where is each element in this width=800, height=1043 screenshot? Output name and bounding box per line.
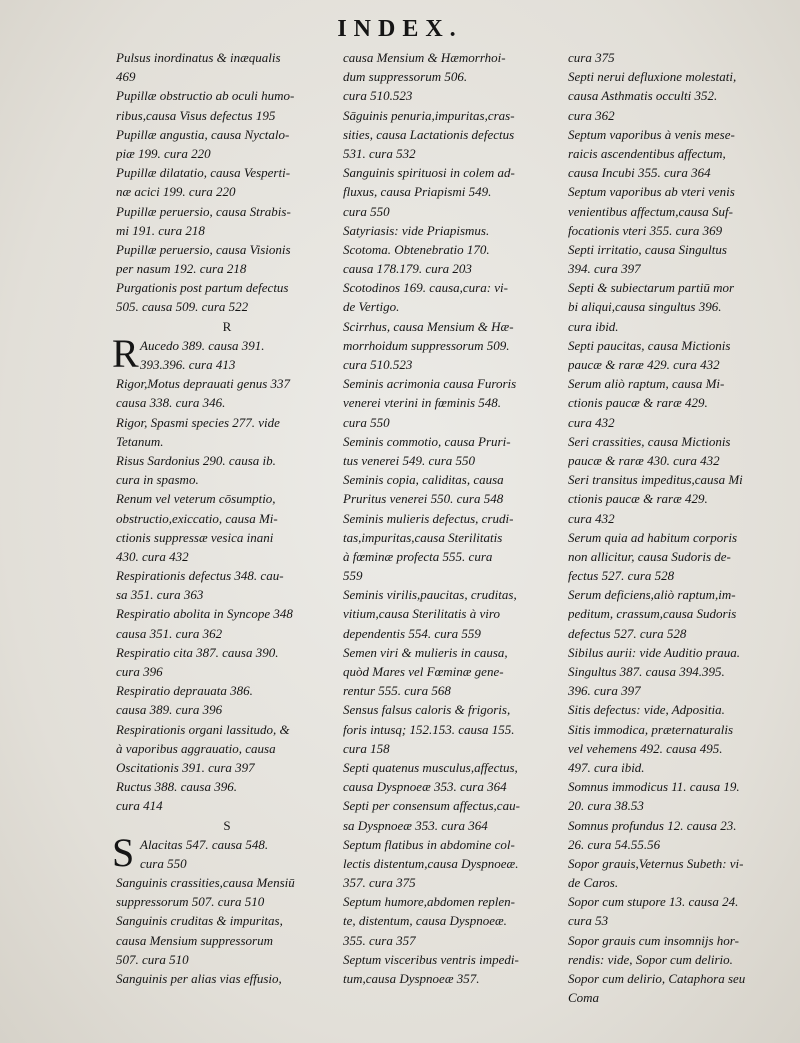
index-line: Sopor grauis cum insomnijs hor- — [568, 932, 739, 948]
index-line: mi 191. cura 218 — [116, 222, 205, 238]
index-line: non allicitur, causa Sudoris de- — [568, 548, 731, 564]
index-line: Pulsus inordinatus & inæqualis — [116, 50, 281, 65]
index-column-3 — [568, 48, 790, 1007]
index-line: cura 53 — [568, 913, 609, 929]
index-line: 393.396. cura 413 — [140, 357, 236, 372]
index-line: Sanguinis crassities,causa Mensiū — [116, 875, 295, 891]
index-line: Septi irritatio, causa Singultus — [568, 241, 727, 257]
index-line: Respiratio cita 387. causa 390. — [116, 644, 279, 660]
index-line: peditum, crassum,causa Sudoris — [568, 606, 737, 622]
index-line: Somnus profundus 12. causa 23. — [568, 817, 737, 833]
section-letter: S — [223, 817, 231, 833]
index-line: Seminis commotio, causa Pruri- — [343, 433, 511, 449]
index-line: cura 550 — [343, 414, 390, 430]
index-line: de Vertigo. — [343, 299, 400, 315]
page-header: INDEX. — [337, 16, 463, 42]
index-line: Septum vaporibus à venis mese- — [568, 126, 735, 142]
index-line: 497. cura ibid. — [568, 759, 645, 775]
index-line: Sanguinis per alias vias effusio, — [116, 971, 282, 986]
index-line: Respiratio deprauata 386. — [116, 683, 253, 699]
index-line: Respiratio abolita in Syncope 348 — [116, 606, 293, 622]
index-column-2 — [343, 48, 565, 988]
index-line: Aucedo 389. causa 391. — [140, 337, 265, 353]
index-line: à vaporibus aggrauatio, causa — [116, 740, 276, 756]
index-line: 559 — [343, 568, 363, 584]
index-line: Seri transitus impeditus,causa Mi — [568, 472, 743, 488]
index-line: defectus 527. cura 528 — [568, 625, 687, 641]
index-line: Pupillæ obstructio ab oculi humo- — [116, 88, 295, 104]
index-column-1 — [112, 48, 338, 988]
index-line: morrhoidum suppressorum 509. — [343, 337, 510, 353]
index-line: te, distentum, causa Dyspnoeæ. — [343, 913, 507, 929]
index-line: piæ 199. cura 220 — [116, 145, 211, 161]
index-line: ctionis paucæ & raræ 429. — [568, 491, 708, 507]
index-line: sa Dyspnoeæ 353. cura 364 — [343, 817, 488, 833]
index-line: Sopor grauis,Veternus Subeth: vi- — [568, 855, 744, 871]
index-line: Sensus falsus caloris & frigoris, — [343, 702, 511, 718]
index-line: vitium,causa Sterilitatis à viro — [343, 606, 500, 622]
index-line: 430. cura 432 — [116, 548, 189, 564]
index-line: sa 351. cura 363 — [116, 587, 204, 603]
drop-cap-letter: R — [112, 331, 139, 376]
index-line: Septi quatenus musculus,affectus, — [343, 759, 518, 775]
index-line: næ acici 199. cura 220 — [116, 184, 236, 200]
index-line: rendis: vide, Sopor cum delirio. — [568, 951, 733, 967]
index-line: quòd Mares vel Fœminæ gene- — [343, 664, 504, 679]
index-line: Sopor cum delirio, Cataphora seu — [568, 971, 746, 986]
index-line: venerei vterini in fœminis 548. — [343, 395, 502, 411]
index-line: fluxus, causa Priapismi 549. — [343, 184, 492, 200]
index-line: Pupillæ peruersio, causa Strabis- — [116, 203, 291, 219]
index-line: cura 550 — [343, 203, 390, 219]
index-line: foris intusq; 152.153. causa 155. — [343, 721, 515, 737]
index-line: Sitis immodica, præternaturalis — [568, 721, 734, 737]
index-line: Risus Sardonius 290. causa ib. — [116, 452, 276, 468]
index-line: cura 432 — [568, 414, 615, 430]
index-line: causa 338. cura 346. — [116, 395, 226, 411]
index-line: 396. cura 397 — [568, 683, 641, 699]
index-line: 505. causa 509. cura 522 — [116, 299, 249, 315]
index-line: ribus,causa Visus defectus 195 — [116, 107, 276, 123]
index-line: cura 550 — [140, 855, 187, 871]
index-line: causa 351. cura 362 — [116, 625, 223, 641]
index-line: Satyriasis: vide Priapismus. — [343, 222, 490, 238]
index-line: cura 375 — [568, 50, 615, 65]
index-line: Sibilus aurii: vide Auditio praua. — [568, 644, 741, 660]
index-line: cura in spasmo. — [116, 472, 199, 488]
index-line: Respirationis defectus 348. cau- — [116, 568, 284, 584]
index-line: causa Mensium suppressorum — [116, 932, 273, 948]
index-line: Oscitationis 391. cura 397 — [116, 759, 255, 775]
index-line: Septum flatibus in abdomine col- — [343, 836, 515, 852]
index-line: raicis ascendentibus affectum, — [568, 145, 726, 161]
index-line: cura 414 — [116, 798, 163, 814]
index-line: Scotoma. Obtenebratio 170. — [343, 241, 490, 257]
index-line: Septum visceribus ventris impedi- — [343, 951, 519, 967]
index-line: 394. cura 397 — [568, 261, 641, 277]
index-line: paucæ & raræ 430. cura 432 — [568, 452, 720, 468]
index-line: 469 — [116, 69, 136, 85]
index-line: suppressorum 507. cura 510 — [116, 894, 265, 910]
index-line: Pupillæ dilatatio, causa Vesperti- — [116, 165, 291, 181]
index-line: ctionis suppressæ vesica inani — [116, 529, 274, 545]
index-line: obstructio,exiccatio, causa Mi- — [116, 510, 278, 526]
index-line: Semen viri & mulieris in causa, — [343, 644, 508, 660]
index-line: Seminis acrimonia causa Furoris — [343, 376, 517, 392]
index-line: Septum vaporibus ab vteri venis — [568, 184, 735, 200]
index-line: causa 389. cura 396 — [116, 702, 223, 718]
index-line: ctionis paucæ & raræ 429. — [568, 395, 708, 411]
index-line: Seminis copia, caliditas, causa — [343, 472, 504, 488]
index-line: Serum deficiens,aliò raptum,im- — [568, 587, 736, 603]
index-line: Respirationis organi lassitudo, & — [116, 721, 290, 737]
index-line: Seri crassities, causa Mictionis — [568, 433, 731, 449]
index-line: Serum quia ad habitum corporis — [568, 529, 737, 545]
section-letter: R — [222, 318, 232, 334]
index-line: Singultus 387. causa 394.395. — [568, 664, 725, 679]
index-line: focationis vteri 355. cura 369 — [568, 222, 723, 238]
index-line: cura 432 — [568, 510, 615, 526]
index-line: de Caros. — [568, 875, 619, 891]
index-line: Sitis defectus: vide, Adpositia. — [568, 702, 725, 718]
index-line: Purgationis post partum defectus — [116, 280, 289, 296]
index-line: cura 396 — [116, 664, 163, 679]
index-line: vel vehemens 492. causa 495. — [568, 740, 723, 756]
index-line: cura ibid. — [568, 318, 619, 334]
index-line: per nasum 192. cura 218 — [116, 261, 247, 277]
index-line: Coma — [568, 990, 600, 1006]
index-line: rentur 555. cura 568 — [343, 683, 451, 699]
index-line: Ructus 388. causa 396. — [116, 779, 237, 795]
index-line: tas,impuritas,causa Sterilitatis — [343, 529, 503, 545]
index-line: Sāguinis penuria,impuritas,cras- — [343, 107, 515, 123]
index-line: sities, causa Lactationis defectus — [343, 126, 515, 142]
index-line: Rigor, Spasmi species 277. vide — [116, 414, 280, 430]
index-line: cura 158 — [343, 740, 390, 756]
index-line: dependentis 554. cura 559 — [343, 625, 481, 641]
index-line: tus venerei 549. cura 550 — [343, 452, 476, 468]
index-line: 531. cura 532 — [343, 145, 416, 161]
index-line: dum suppressorum 506. — [343, 69, 468, 85]
index-line: causa 178.179. cura 203 — [343, 261, 472, 277]
index-line: paucæ & raræ 429. cura 432 — [568, 357, 720, 372]
index-line: Pupillæ angustia, causa Nyctalo- — [116, 126, 290, 142]
index-line: Tetanum. — [116, 433, 164, 449]
index-line: lectis distentum,causa Dyspnoeæ. — [343, 855, 519, 871]
index-line: venientibus affectum,causa Suf- — [568, 203, 733, 219]
index-line: Septum humore,abdomen replen- — [343, 894, 515, 910]
index-line: Pruritus venerei 550. cura 548 — [343, 491, 504, 507]
drop-cap-letter: S — [112, 830, 135, 876]
index-line: cura 510.523 — [343, 88, 413, 104]
index-line: 355. cura 357 — [343, 932, 416, 948]
index-line: Renum vel veterum cōsumptio, — [116, 491, 276, 507]
index-line: Sanguinis spirituosi in colem ad- — [343, 165, 515, 181]
index-line: Septi & subiectarum partiū mor — [568, 280, 735, 296]
index-line: tum,causa Dyspnoeæ 357. — [343, 971, 480, 986]
index-line: 507. cura 510 — [116, 951, 189, 967]
index-line: Scirrhus, causa Mensium & Hæ- — [343, 318, 514, 334]
index-line: Scotodinos 169. causa,cura: vi- — [343, 280, 509, 296]
index-line: Rigor,Motus deprauati genus 337 — [116, 376, 291, 392]
index-line: Somnus immodicus 11. causa 19. — [568, 779, 740, 795]
index-line: Pupillæ peruersio, causa Visionis — [116, 241, 291, 257]
index-line: Seminis mulieris defectus, crudi- — [343, 510, 514, 526]
index-line: causa Mensium & Hæmorrhoi- — [343, 50, 506, 65]
index-line: fectus 527. cura 528 — [568, 568, 675, 584]
index-line: Alacitas 547. causa 548. — [140, 836, 269, 852]
index-line: 26. cura 54.55.56 — [568, 836, 661, 852]
index-line: bi aliqui,causa singultus 396. — [568, 299, 722, 315]
index-line: Serum aliò raptum, causa Mi- — [568, 376, 725, 392]
index-line: à fœminæ profecta 555. cura — [343, 548, 493, 564]
index-line: Septi per consensum affectus,cau- — [343, 798, 520, 814]
index-line: causa Incubi 355. cura 364 — [568, 165, 711, 181]
index-line: Sopor cum stupore 13. causa 24. — [568, 894, 739, 910]
index-line: Septi paucitas, causa Mictionis — [568, 337, 731, 353]
index-line: cura 510.523 — [343, 357, 413, 372]
index-line: Seminis virilis,paucitas, cruditas, — [343, 587, 517, 603]
index-line: causa Dyspnoeæ 353. cura 364 — [343, 779, 507, 795]
index-line: Septi nerui defluxione molestati, — [568, 69, 737, 85]
index-line: cura 362 — [568, 107, 615, 123]
index-line: causa Asthmatis occulti 352. — [568, 88, 718, 104]
index-line: Sanguinis cruditas & impuritas, — [116, 913, 283, 929]
index-line: 20. cura 38.53 — [568, 798, 644, 814]
index-line: 357. cura 375 — [343, 875, 416, 891]
